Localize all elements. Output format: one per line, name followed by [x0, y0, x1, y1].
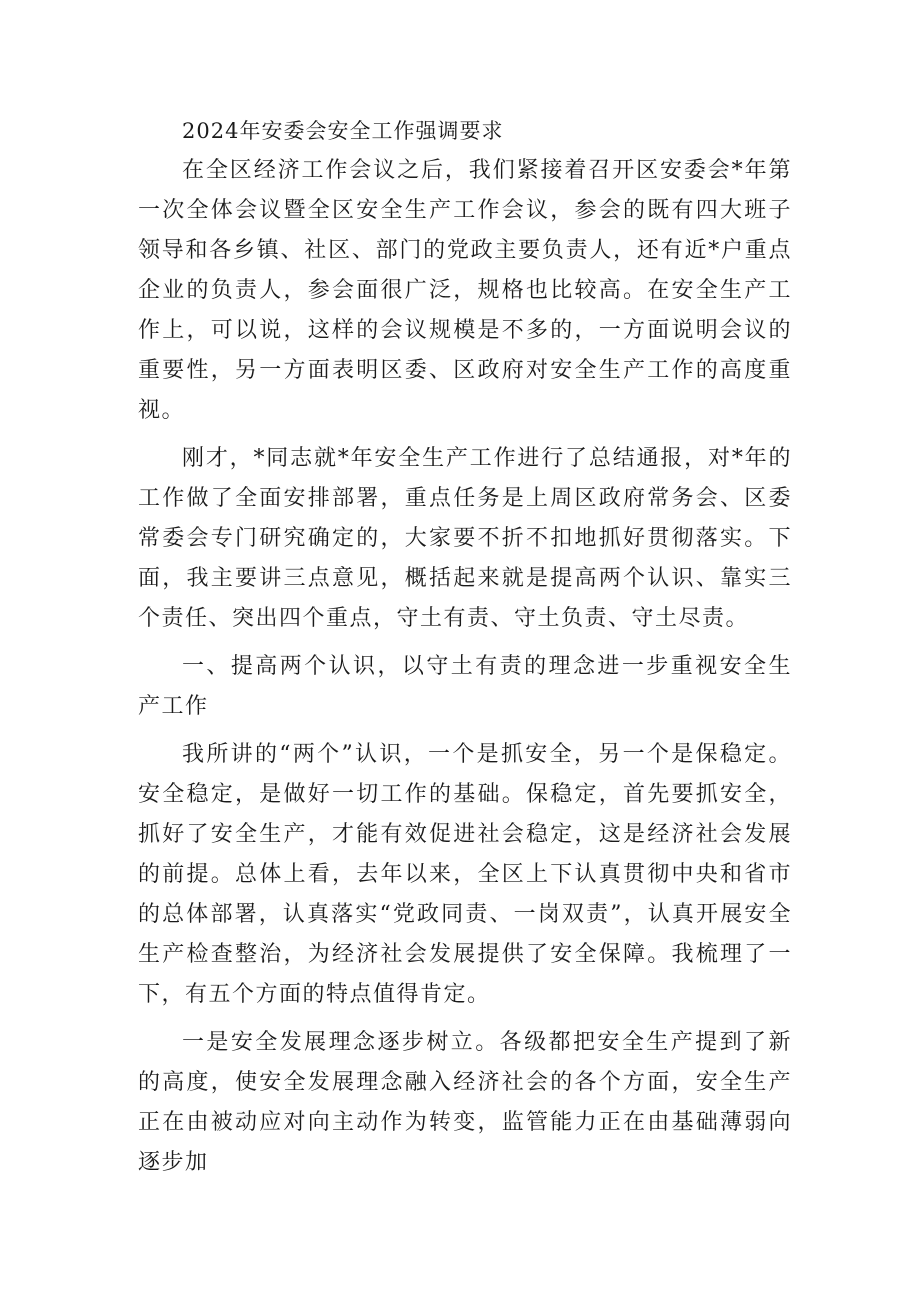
paragraph-opening: 在全区经济工作会议之后，我们紧接着召开区安委会*年第一次全体会议暨全区安全生产工作会议，参会的既有四大班子领导和各乡镇、社区、部门的党政主要负责人，还有近*户重点企业的负责人，参会面很广泛，规格也比较高。在安全生产工作上，可以说，这样的会议规模是不多的，一方面说明会议的重要性，另一方面表明区委、区政府对安全生产工作的高度重视。: [138, 158, 792, 423]
document-title: 2024年安委会安全工作强调要求: [182, 119, 504, 143]
paragraph-two-awareness: 我所讲的“两个”认识，一个是抓安全，另一个是保稳定。安全稳定，是做好一切工作的基础。保稳定，首先要抓安全，抓好了安全生产，才能有效促进社会稳定，这是经济社会发展的前提。总体上看，去年以来，全区上下认真贯彻中央和省市的总体部署，认真落实“党政同责、一岗双责”，认真开展安全生产检查整治，为经济社会发展提供了安全保障。我梳理了一下，有五个方面的特点值得肯定。: [138, 742, 792, 1007]
document-page: [138, 111, 792, 1191]
paragraph-summary: 刚才，*同志就*年安全生产工作进行了总结通报，对*年的工作做了全面安排部署，重点任务是上周区政府常务会、区委常委会专门研究确定的，大家要不折不扣地抓好贯彻落实。下面，我主要讲三点意见，概括起来就是提高两个认识、靠实三个责任、突出四个重点，守土有责、守土负责、守土尽责。: [138, 446, 792, 631]
paragraph-point-one: 一是安全发展理念逐步树立。各级都把安全生产提到了新的高度，使安全发展理念融入经济社会的各个方面，安全生产正在由被动应对向主动作为转变，监管能力正在由基础薄弱向逐步加: [138, 1030, 792, 1175]
section-heading-1: 一、提高两个认识，以守土有责的理念进一步重视安全生产工作: [138, 654, 792, 719]
